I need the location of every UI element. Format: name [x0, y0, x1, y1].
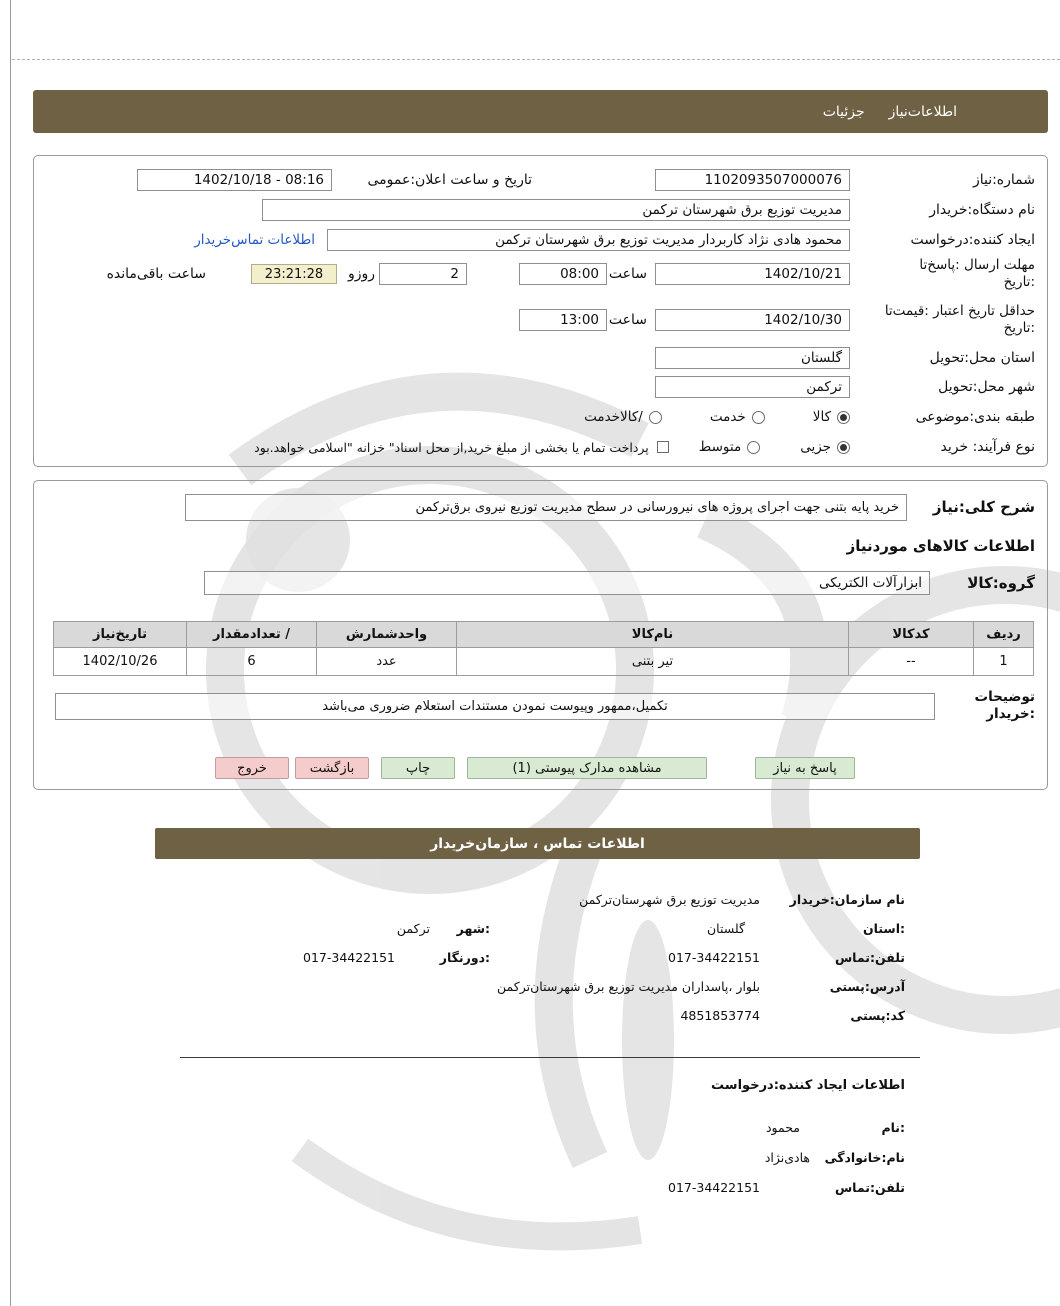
goods-table — [53, 621, 1034, 676]
contact-phone-label: تلفن:تماس — [834, 950, 905, 965]
treasury-payment-note: پرداخت تمام یا بخشی از مبلغ خرید,از محل اسناد" خزانه "اسلامی خواهد.بود — [254, 439, 649, 455]
price-validity-label-line1: حداقل تاریخ اعتبار :قیمت‌تا — [884, 303, 1035, 319]
cell-row-number: 1 — [974, 648, 1034, 676]
buyer-contact-section-header: اطلاعات تماس ، سازمان‌خریدار — [155, 828, 920, 859]
announce-datetime-field[interactable]: 1402/10/18 - 08:16 — [137, 169, 332, 191]
col-goods-name: نام‌کالا — [457, 622, 849, 648]
buyer-org-label: نام دستگاه:خریدار — [929, 202, 1035, 218]
need-number-label: شماره:نیاز — [972, 172, 1035, 188]
request-creator-label: ایجاد کننده:درخواست — [910, 232, 1035, 248]
col-quantity: / تعدادمقدار — [187, 622, 317, 648]
delivery-province-row — [46, 346, 1035, 370]
col-need-date: تاریخ‌نیاز — [54, 622, 187, 648]
reply-deadline-date-field[interactable]: 1402/10/21 — [655, 263, 850, 285]
category-goods-service-option-label: /کالاخدمت — [584, 409, 643, 425]
contact-province-value: گلستان — [706, 921, 745, 936]
cell-unit: عدد — [317, 648, 457, 676]
contact-phone-value: 017-34422151 — [668, 950, 760, 965]
deadline-hour-label: ساعت — [608, 266, 647, 282]
buyer-org-row — [46, 198, 1035, 222]
cell-goods-code: -- — [849, 648, 974, 676]
reply-deadline-label-line2: :تاریخ — [1003, 274, 1035, 290]
tab-details[interactable]: جزئیات — [822, 103, 865, 120]
need-description-label: شرح کلی:نیاز — [932, 498, 1035, 516]
col-goods-code: کدکالا — [849, 622, 974, 648]
contact-city-value: ترکمن — [396, 921, 430, 936]
announce-datetime-label: تاریخ و ساعت اعلان:عمومی — [367, 172, 532, 188]
contact-city-label: :شهر — [456, 921, 490, 936]
postal-code-label: کد:پستی — [850, 1008, 905, 1023]
org-name-value: مدیریت توزیع برق شهرستان‌ترکمن — [579, 892, 760, 907]
creator-info-title: اطلاعات ایجاد کننده:درخواست — [711, 1078, 905, 1093]
creator-last-name-label: نام:خانوادگی — [824, 1150, 905, 1165]
price-validity-row — [46, 302, 1035, 338]
contact-fax-label: :دورنگار — [439, 950, 490, 965]
creator-first-name-label: :نام — [881, 1120, 905, 1135]
contact-fax-value: 017-34422151 — [303, 950, 395, 965]
print-button[interactable]: چاپ — [381, 757, 455, 779]
need-description-row — [46, 493, 1035, 521]
category-goods-radio[interactable] — [837, 411, 850, 424]
cell-goods-name: تیر بتنی — [457, 648, 849, 676]
cell-quantity: 6 — [187, 648, 317, 676]
contact-address-value: بلوار ،پاسداران مدیریت توزیع برق شهرستان‌ترکمن — [497, 979, 760, 994]
goods-group-label: گروه:کالا — [967, 574, 1035, 592]
goods-table-row — [54, 648, 1034, 676]
view-attachments-button[interactable]: مشاهده مدارک پیوستی (1) — [467, 757, 707, 779]
goods-table-header-row — [54, 622, 1034, 648]
buyer-org-field[interactable]: مدیریت توزیع برق شهرستان ترکمن — [262, 199, 850, 221]
cell-need-date: 1402/10/26 — [54, 648, 187, 676]
buyer-notes-field[interactable]: تکمیل،ممهور وپیوست نمودن مستندات استعلام ضروری می‌باشد — [55, 693, 935, 720]
delivery-city-label: شهر محل:تحویل — [938, 379, 1035, 395]
reply-deadline-label — [850, 257, 1035, 291]
subject-category-label: طبقه بندی:موضوعی — [915, 409, 1035, 425]
buyer-notes-row — [46, 691, 1035, 721]
org-name-label: نام سازمان:خریدار — [789, 892, 905, 907]
contact-section-divider — [180, 1057, 920, 1058]
buyer-notes-label-line1: توضیحات — [974, 689, 1035, 705]
exit-button[interactable]: خروج — [215, 757, 289, 779]
action-buttons-row — [46, 757, 1035, 779]
need-number-row — [46, 168, 1035, 192]
subject-category-row — [46, 405, 1035, 429]
process-minor-radio[interactable] — [837, 441, 850, 454]
category-service-option-label: خدمت — [709, 409, 746, 425]
col-row-number: ردیف — [974, 622, 1034, 648]
delivery-province-label: استان محل:تحویل — [929, 350, 1035, 366]
process-type-row — [46, 435, 1035, 459]
tab-need-info[interactable]: اطلاعات‌نیاز — [888, 103, 957, 120]
delivery-province-field[interactable]: گلستان — [655, 347, 850, 369]
price-validity-label — [850, 303, 1035, 337]
goods-group-field[interactable]: ابزارآلات الکتریکی — [204, 571, 930, 595]
contact-province-label: :استان — [862, 921, 905, 936]
process-minor-option-label: جزیی — [800, 439, 831, 455]
countdown-timer: 23:21:28 — [251, 264, 337, 284]
category-service-radio[interactable] — [752, 411, 765, 424]
tab-bar — [33, 90, 1048, 133]
validity-hour-label: ساعت — [608, 312, 647, 328]
delivery-city-field[interactable]: ترکمن — [655, 376, 850, 398]
back-button[interactable]: بازگشت — [295, 757, 369, 779]
contact-address-label: آدرس:پستی — [829, 979, 905, 994]
top-divider — [12, 59, 1060, 60]
remaining-hours-label: ساعت باقی‌مانده — [106, 266, 206, 282]
creator-last-name-value: هادی‌نژاد — [764, 1150, 810, 1165]
reply-deadline-row — [46, 256, 1035, 292]
postal-code-value: 4851853774 — [680, 1008, 760, 1023]
goods-group-row — [46, 571, 1035, 595]
remaining-days-field[interactable]: 2 — [379, 263, 467, 285]
process-medium-option-label: متوسط — [698, 439, 742, 455]
reply-deadline-label-line1: مهلت ارسال :پاسخ‌تا — [919, 257, 1035, 273]
col-unit: واحدشمارش — [317, 622, 457, 648]
category-goods-option-label: کالا — [812, 409, 831, 425]
buyer-notes-label — [935, 689, 1035, 723]
reply-deadline-time-field[interactable]: 08:00 — [519, 263, 607, 285]
request-creator-row — [46, 228, 1035, 252]
creator-phone-label: تلفن:تماس — [834, 1180, 905, 1195]
goods-info-title: اطلاعات کالاهای موردنیاز — [846, 537, 1035, 555]
creator-phone-value: 017-34422151 — [668, 1180, 760, 1195]
process-medium-radio[interactable] — [747, 441, 760, 454]
price-validity-date-field[interactable]: 1402/10/30 — [655, 309, 850, 331]
category-goods-service-radio[interactable] — [649, 411, 662, 424]
request-creator-field[interactable]: محمود هادی نژاد کاربردار مدیریت توزیع برق شهرستان ترکمن — [327, 229, 850, 251]
need-number-field[interactable]: 1102093507000076 — [655, 169, 850, 191]
delivery-city-row — [46, 375, 1035, 399]
request-summary-panel — [33, 155, 1048, 467]
treasury-payment-checkbox[interactable] — [657, 441, 669, 453]
buyer-notes-label-line2: :خریدار — [986, 706, 1035, 722]
need-detail-panel — [33, 480, 1048, 790]
creator-first-name-value: محمود — [765, 1120, 800, 1135]
need-description-field[interactable]: خرید پایه بتنی جهت اجرای پروژه های نیرورسانی در سطح مدیریت توزیع نیروی برق‌ترکمن — [185, 494, 907, 521]
price-validity-time-field[interactable]: 13:00 — [519, 309, 607, 331]
buyer-contact-link[interactable]: اطلاعات تماس‌خریدار — [194, 232, 315, 248]
price-validity-label-line2: :تاریخ — [1003, 320, 1035, 336]
days-label: روزو — [347, 266, 375, 282]
reply-to-need-button[interactable]: پاسخ به نیاز — [755, 757, 855, 779]
process-type-label: نوع فرآیند: خرید — [940, 439, 1035, 455]
page-left-border — [10, 0, 11, 1306]
